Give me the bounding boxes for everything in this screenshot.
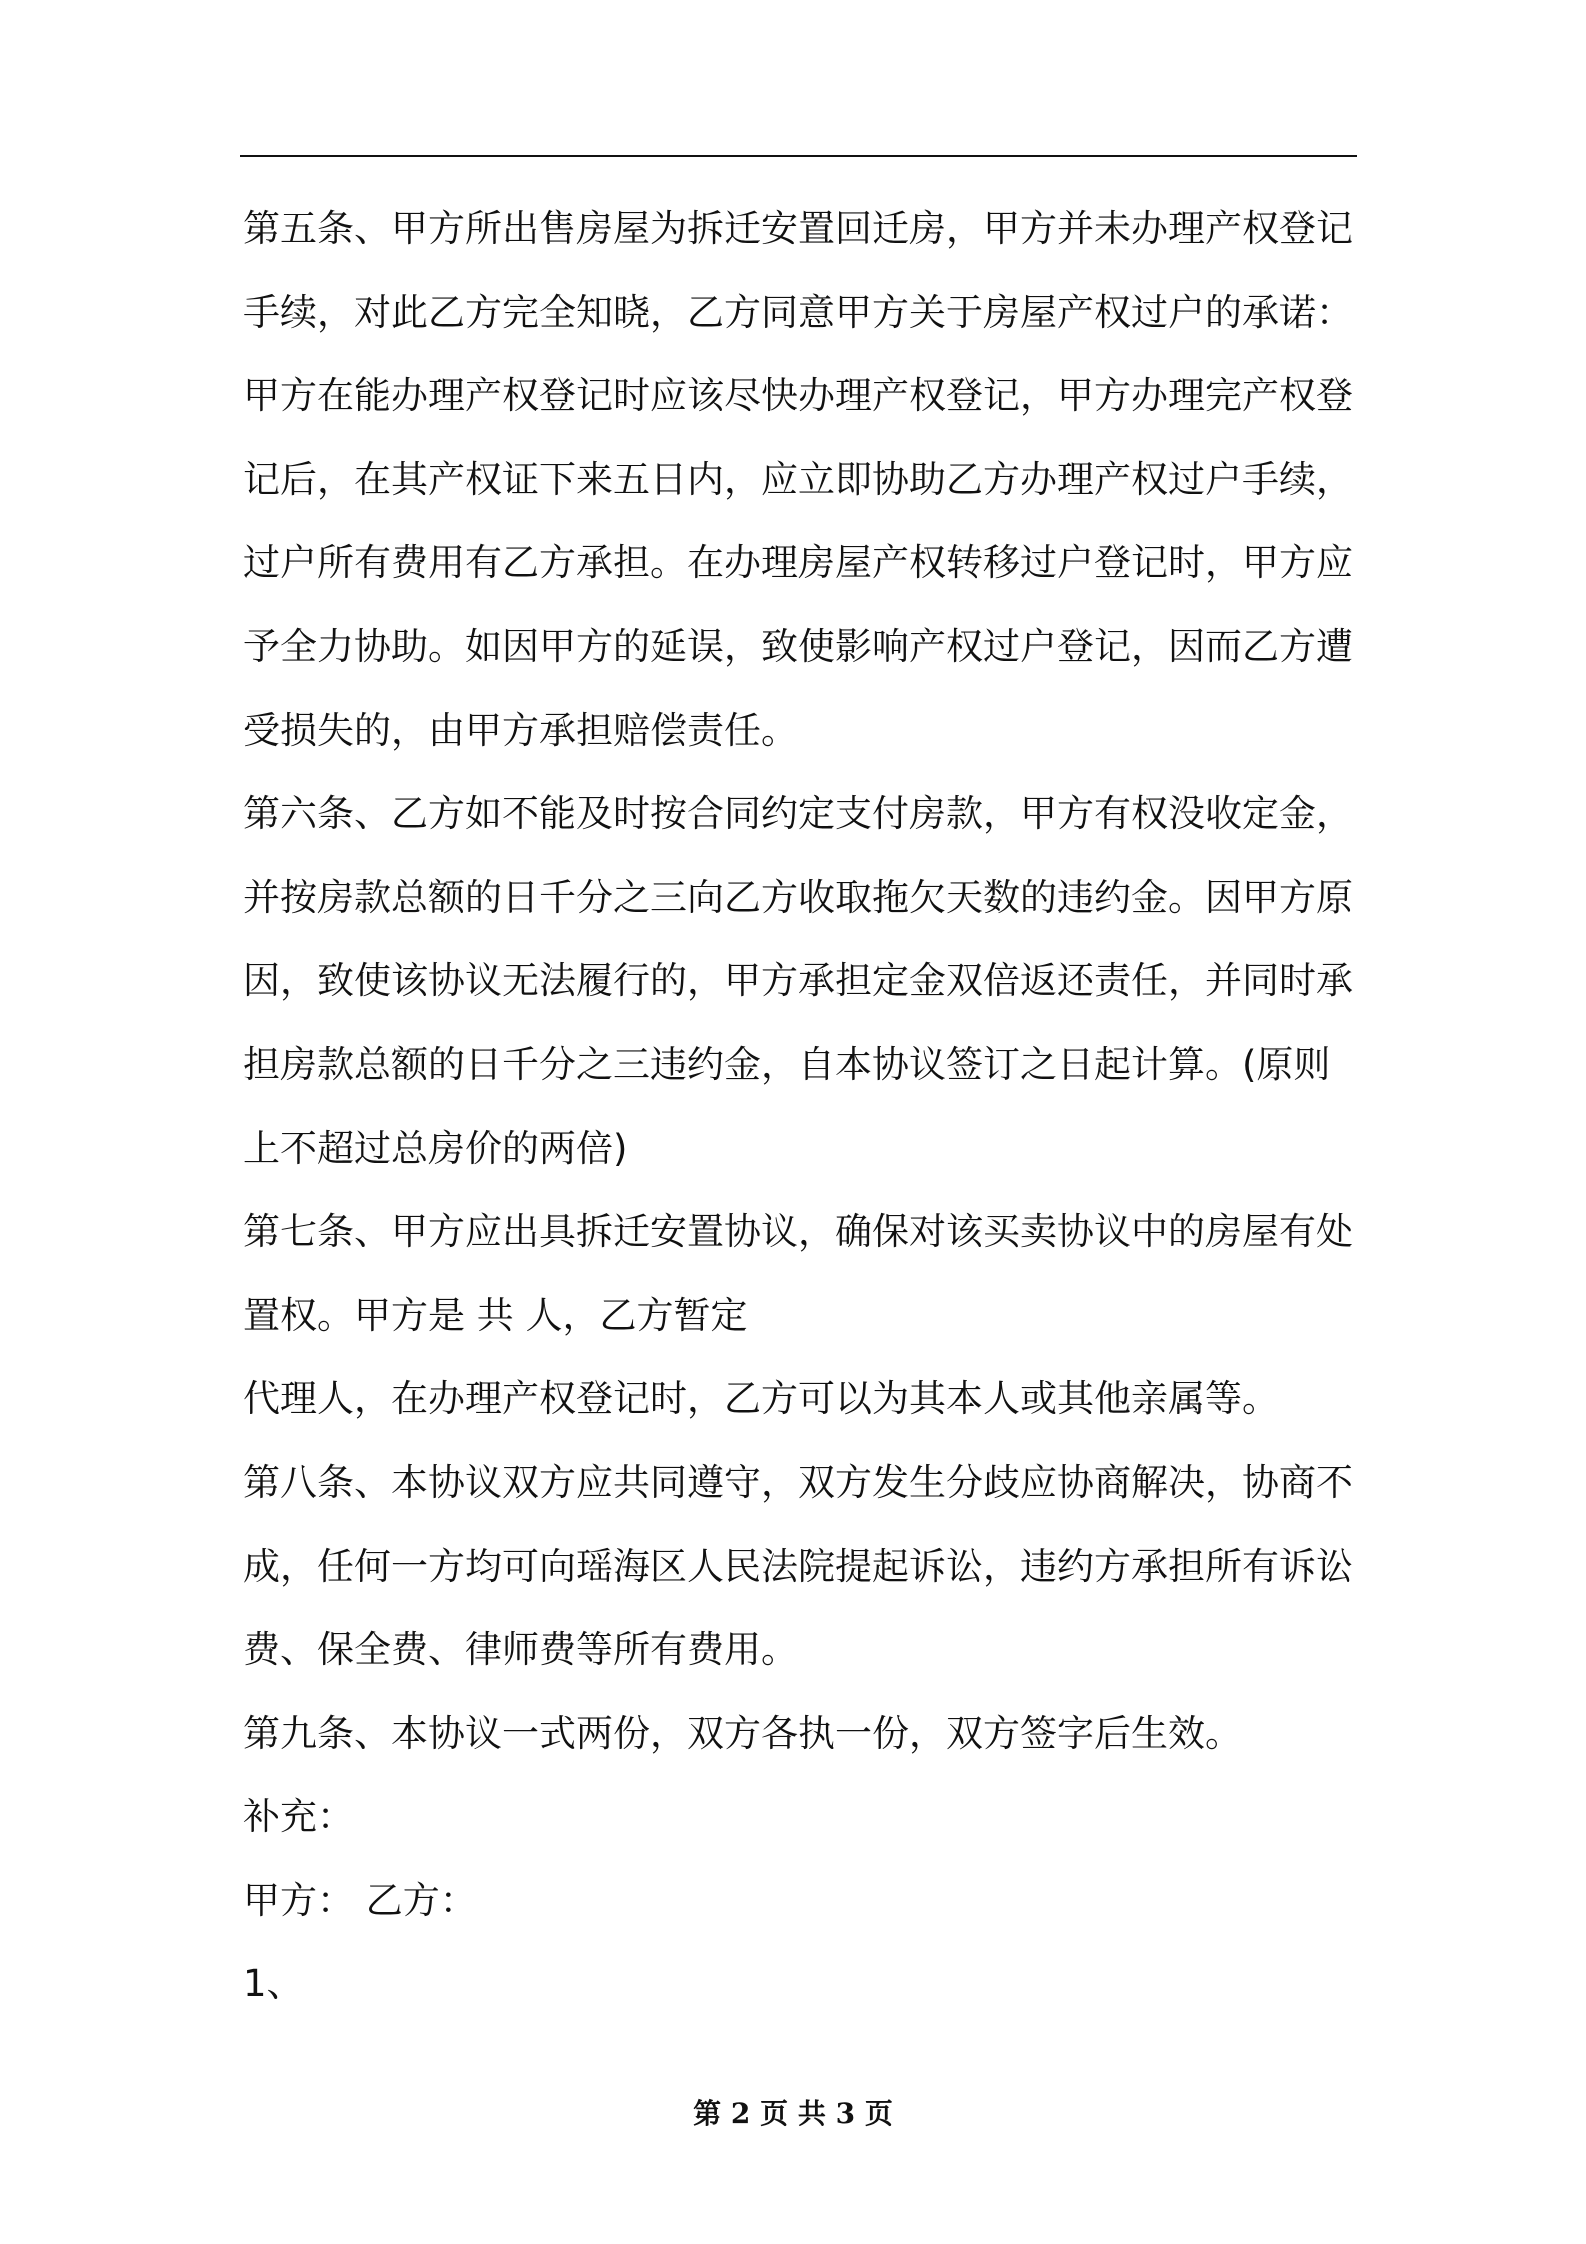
text-line: 甲方： 乙方： — [243, 1878, 477, 1922]
header-rule — [240, 155, 1357, 157]
text-line: 受损失的，由甲方承担赔偿责任。 — [243, 708, 798, 752]
text-line: 第七条、甲方应出具拆迁安置协议，确保对该买卖协议中的房屋有处 — [243, 1210, 1353, 1254]
text-line: 费、保全费、律师费等所有费用。 — [243, 1628, 798, 1672]
text-line: 1、 — [243, 1962, 304, 2006]
contract-body — [243, 187, 1358, 2026]
text-line: 过户所有费用有乙方承担。在办理房屋产权转移过户登记时，甲方应 — [243, 541, 1353, 585]
text-line: 第八条、本协议双方应共同遵守，双方发生分歧应协商解决，协商不 — [243, 1460, 1353, 1504]
text-line: 予全力协助。如因甲方的延误，致使影响产权过户登记，因而乙方遭 — [243, 624, 1353, 668]
text-line: 第六条、乙方如不能及时按合同约定支付房款，甲方有权没收定金， — [243, 792, 1353, 836]
text-line: 代理人，在办理产权登记时，乙方可以为其本人或其他亲属等。 — [243, 1377, 1279, 1421]
text-line: 并按房款总额的日千分之三向乙方收取拖欠天数的违约金。因甲方原 — [243, 875, 1353, 919]
text-line: 上不超过总房价的两倍) — [243, 1126, 628, 1170]
text-line: 第五条、甲方所出售房屋为拆迁安置回迁房，甲方并未办理产权登记 — [243, 207, 1353, 250]
text-line: 补充： — [243, 1795, 354, 1839]
text-line: 记后，在其产权证下来五日内，应立即协助乙方办理产权过户手续， — [243, 457, 1353, 501]
text-line: 担房款总额的日千分之三违约金，自本协议签订之日起计算。(原则 — [243, 1042, 1331, 1086]
text-line: 因，致使该协议无法履行的，甲方承担定金双倍返还责任，并同时承 — [243, 959, 1353, 1003]
text-line: 甲方在能办理产权登记时应该尽快办理产权登记，甲方办理完产权登 — [243, 374, 1353, 418]
text-line: 手续，对此乙方完全知晓，乙方同意甲方关于房屋产权过户的承诺： — [243, 290, 1353, 334]
text-line: 置权。甲方是 共 人，乙方暂定 — [243, 1293, 748, 1337]
page-number-footer: 第 2 页 共 3 页 — [693, 2097, 893, 2130]
text-line: 第九条、本协议一式两份，双方各执一份，双方签字后生效。 — [243, 1711, 1242, 1755]
text-line: 成，任何一方均可向瑶海区人民法院提起诉讼，违约方承担所有诉讼 — [243, 1544, 1353, 1588]
